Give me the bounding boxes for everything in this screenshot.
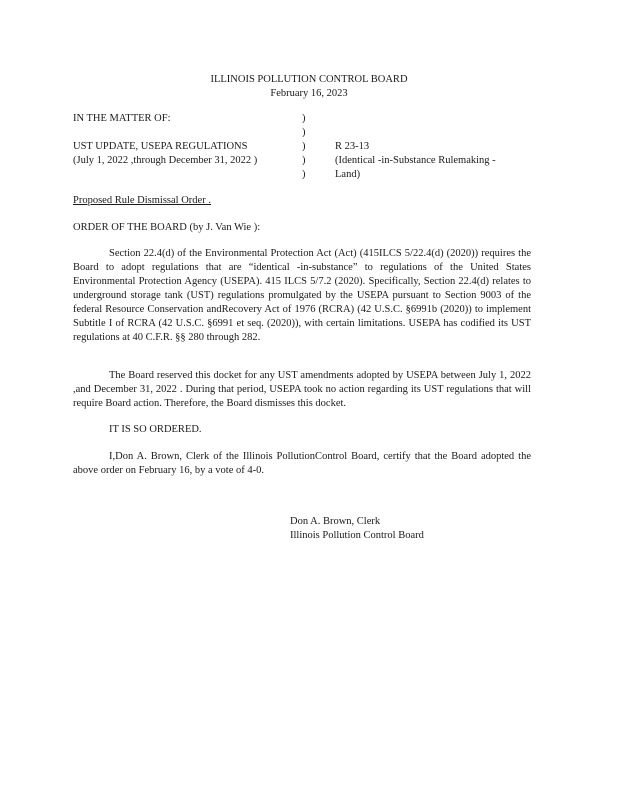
caption-title-line1: UST UPDATE, USEPA REGULATIONS [73, 141, 248, 152]
signer-office: Illinois Pollution Control Board [290, 530, 424, 541]
paragraph-so-ordered: IT IS SO ORDERED. [109, 424, 202, 435]
signature-block [290, 515, 424, 543]
paragraph-dismissal: The Board reserved this docket for any UST amendments adopted by USEPA between July 1, 2022 ,and December 31, 2022 . During that period, USEPA took no action regarding its UST regulations that will require Board action. Therefore, the Board dismisses this docket. [73, 370, 531, 409]
caption-title-line2: (July 1, 2022 ,through December 31, 2022 ) [73, 155, 258, 166]
paren: ) [302, 141, 306, 152]
document-date: February 16, 2023 [270, 88, 348, 99]
caption-left [73, 112, 303, 168]
paren: ) [302, 169, 306, 180]
paren: ) [302, 113, 306, 124]
in-the-matter: IN THE MATTER OF: [73, 113, 171, 124]
order-of-the-board: ORDER OF THE BOARD (by J. Van Wie ): [73, 222, 261, 233]
order-heading: Proposed Rule Dismissal Order . [73, 195, 211, 206]
caption-right [335, 140, 525, 182]
paragraph-statutory-basis: Section 22.4(d) of the Environmental Protection Act (Act) (415ILCS 5/22.4(d) (2020)) requires the Board to adopt regulations that are “identical -in-substance” to regulations of the United States Environmental Protection Agency (USEPA). 415 ILCS 5/7.2 (2020). Specifically, Section 22.4(d) relates to underground storage tank (UST) regulations promulgated by the USEPA pursuant to Section 9003 of the federal Resource Conservation andRecovery Act of 1976 (RCRA) (42 U.S.C. §6991b (2020)) to implement Subtitle I of RCRA (42 U.S.C. §6991 et seq. (2020)), with certain limitations. USEPA has codified its UST regulations at 40 C.F.R. §§ 280 through 282. [73, 248, 531, 343]
board-name: ILLINOIS POLLUTION CONTROL BOARD [210, 74, 408, 85]
signer-name: Don A. Brown, Clerk [290, 516, 381, 527]
docket-number: R 23-13 [335, 141, 370, 152]
document-header [0, 73, 618, 101]
paren: ) [302, 127, 306, 138]
docket-type-line2: Land) [335, 169, 361, 180]
case-caption [73, 112, 533, 184]
docket-type-line1: (Identical -in-Substance Rulemaking - [335, 155, 496, 166]
paren: ) [302, 155, 306, 166]
paragraph-clerk-certification: I,Don A. Brown, Clerk of the Illinois PollutionControl Board, certify that the Board adopted the above order on February 16, by a vote of 4-0. [73, 451, 531, 476]
